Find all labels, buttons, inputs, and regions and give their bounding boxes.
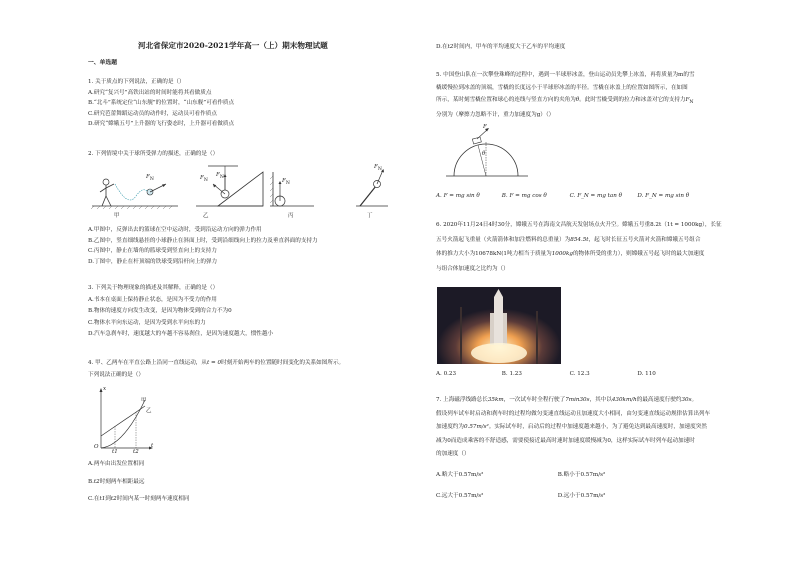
- question-3-option-a[interactable]: A.书本在桌面上保持静止状态，是因为不受力的作用: [88, 296, 217, 303]
- question-7-line-2: 假设列车试车时启动和刹车时的过程均做匀变速直线运动且加速度大小相同，由匀变速直线运动规律估算出列车: [436, 410, 711, 417]
- graph-y-axis-label: x: [103, 386, 107, 392]
- question-4-stem-2: 下列说法正确的是（）: [88, 371, 144, 378]
- question-5-options: [436, 193, 766, 201]
- question-7-option-d[interactable]: D.远小于0.57m/s²: [557, 493, 606, 499]
- graph-origin-label: O: [94, 444, 99, 450]
- question-2-figures: [88, 164, 388, 226]
- question-1-option-b[interactable]: B.“北斗”系统定位“山东舰”的位置时，“山东舰”可看作质点: [88, 100, 235, 107]
- ding-force-label: $F_N$: [374, 164, 382, 173]
- question-4-options: [88, 461, 189, 504]
- question-4-option-b[interactable]: B.t2时刻两车相距最远: [88, 478, 145, 485]
- question-7-line-4: 减为0而造成乘客的不舒适感，需要使接近最高时速时加速度缓慢减为0，这样实际试车时列车起动加速时: [436, 437, 695, 444]
- question-5-line-1: 5. 中国登山队在一次攀登珠峰的过程中，遇到一半球形冰盖，登山运动员先攀上冰盖，再将质量为m的雪: [436, 72, 695, 78]
- question-7-option-c[interactable]: C.远大于0.57m/s²: [436, 493, 484, 499]
- question-2: [88, 151, 218, 159]
- figure-bing: [270, 172, 314, 206]
- left-column: [88, 0, 403, 562]
- graph-x-axis-label: t: [151, 443, 154, 449]
- question-4-stem: 4. 甲、乙两车在平直公路上沿同一直线运动，从t = 0时刻开始两车的位置随时间变化的关系如图所示。: [88, 360, 345, 366]
- figure-label-yi: 乙: [203, 213, 209, 219]
- question-7-line-5: 的加速度（）: [436, 451, 470, 458]
- question-3-option-d[interactable]: D.汽车急刹车时，速度越大的车越不容易刹住，是因为速度越大，惯性越小: [88, 331, 274, 338]
- rocket-launch-photo: [437, 287, 561, 364]
- question-4-option-d-wrap: [436, 44, 565, 52]
- page-title: 河北省保定市2020-2021学年高一（上）期末物理试题: [138, 41, 328, 50]
- graph-tick-t2: t2: [133, 449, 139, 455]
- question-6-line-1: 6. 2020年11月24日4时30分，嫦娥五号在海南文昌航天发射场点火升空。嫦娥五号重8.2t（1t = 1000kg），长征: [436, 222, 722, 228]
- question-4-option-a[interactable]: A.两车由出发位置相同: [88, 461, 145, 467]
- question-5-option-b[interactable]: B. F = mg cos θ: [501, 193, 547, 199]
- question-6-option-a[interactable]: A. 0.23: [436, 371, 457, 377]
- question-5: [436, 72, 695, 119]
- right-column: [436, 0, 766, 562]
- question-6: [436, 222, 722, 273]
- question-1-option-d[interactable]: D.研究“嫦娥五号”上升器的飞行姿态时，上升器可看做质点: [88, 121, 235, 128]
- question-7-option-b[interactable]: B.略小于0.57m/s²: [557, 472, 606, 478]
- figure-label-bing: 丙: [288, 213, 294, 219]
- figure-jia: [91, 179, 178, 209]
- question-5-line-3: 所示，某时刻雪橇位置和球心的连线与竖直方向的夹角为θ。此时雪橇受到的拉力和冰盖对它的支持力$F_N$: [436, 97, 694, 106]
- bing-force-label: $F_N$: [282, 178, 290, 187]
- question-3-option-b[interactable]: B.物体的速度方向发生改变，是因为物体受到的合力不为0: [88, 308, 232, 315]
- graph-curve-yi: 乙: [146, 408, 152, 414]
- jia-force-label: $F_N$: [146, 174, 154, 183]
- figure-ding: [356, 169, 388, 206]
- question-7-options-row-2: [436, 493, 766, 501]
- question-7-option-a[interactable]: A.略大于0.57m/s²: [436, 472, 484, 478]
- question-4-graph: [93, 386, 155, 458]
- question-2-options: [88, 227, 318, 266]
- figure-yi: [196, 166, 263, 206]
- question-6-option-b[interactable]: B. 1.23: [501, 371, 522, 377]
- question-4-option-c[interactable]: C.在t1到t2时间内某一时刻两车速度相同: [88, 496, 190, 503]
- question-5-option-c[interactable]: C. F_N = mg tan θ: [569, 193, 623, 199]
- question-6-option-d[interactable]: D. 110: [637, 371, 656, 377]
- question-2-option-b[interactable]: B.乙图中，竖直细线悬挂的小球静止在斜面上时，受到沿细线向上的拉力及垂直斜面的支持力: [88, 237, 318, 244]
- question-2-option-a[interactable]: A.甲图中，反弹出去的篮球在空中运动时，受到沿运动方向的弹力作用: [88, 227, 262, 233]
- question-6-options: [436, 371, 766, 379]
- question-3-option-c[interactable]: C.物体水平向东运动，是因为受到水平向东的力: [88, 319, 206, 326]
- question-5-option-d[interactable]: D. F_N = mg sin θ: [637, 193, 690, 199]
- section-heading: 一、单选题: [88, 60, 117, 66]
- question-3: [88, 285, 273, 339]
- figure-label-jia: 甲: [114, 213, 120, 219]
- question-4: [88, 360, 344, 379]
- q5-angle-label: θ: [482, 151, 486, 157]
- q5-force-label: F: [483, 124, 487, 130]
- question-7-line-1: 7. 上海磁浮线路总长35km，一次试车时全程行驶了7min30s，其中以430km/h的最高速度行驶约30s。: [436, 397, 698, 403]
- question-5-figure: [436, 124, 536, 184]
- question-1-option-c[interactable]: C.研究芭蕾舞蹈运动员的动作时，运动员可看作质点: [88, 110, 217, 117]
- question-6-option-c[interactable]: C. 12.3: [569, 371, 590, 377]
- question-2-option-d[interactable]: D.丁图中，静止在杆顶端的铁球受到沿杆向上的弹力: [88, 258, 218, 265]
- question-4-option-d[interactable]: D.在t2时间内，甲车的平均速度大于乙车的平均速度: [436, 44, 566, 50]
- question-5-option-a[interactable]: A. F = mg sin θ: [436, 193, 480, 199]
- yi-force-label-1: $F_N$: [200, 175, 208, 184]
- graph-curve-jia: 甲: [141, 398, 147, 404]
- question-7: [436, 397, 710, 459]
- yi-force-label-2: $F_N$: [216, 172, 224, 181]
- question-5-line-2: 橇缓慢拉到冰盖的顶端，雪橇的长度远小于半球形冰盖的半径。雪橇在冰盖上的位置如图所示，在如图: [436, 84, 688, 91]
- question-2-stem: 2. 下列情境中关于球所受弹力的描述，正确的是（）: [88, 151, 219, 157]
- question-1: [88, 79, 234, 129]
- question-2-option-c[interactable]: C.丙图中，静止在墙角的篮球受到竖直向上的支持力: [88, 248, 217, 255]
- question-1-stem: 1. 关于质点的下列说法，正确的是（）: [88, 79, 185, 85]
- graph-tick-t1: t1: [112, 449, 118, 455]
- question-6-line-2: 五号火箭起飞重量（火箭箭体和加注燃料的总重量）为854.5t，起飞时长征五号火箭对火箭和嫦娥五号组合: [436, 236, 701, 243]
- question-5-line-4: 分别为（摩擦力忽略不计，重力加速度为g）（）: [436, 111, 555, 118]
- figure-label-ding: 丁: [367, 213, 373, 219]
- question-7-options-row-1: [436, 472, 766, 480]
- question-6-line-4: 与组合体加速度之比约为（）: [436, 265, 509, 272]
- question-1-option-a[interactable]: A.研究“复兴号”高铁出站的时间时能将其看做质点: [88, 89, 212, 96]
- question-6-line-3: 体的推力大小为10678kN(1吨力相当于质量为1000kg的物体所受的重力），则嫦娥五号起飞时的最大加速度: [436, 251, 705, 258]
- question-7-line-3: 加速度约为0.57m/s²。实际试车时，启动后的过程中加速度越来越小，为了避免达到最高速度时，加速度突然: [436, 424, 707, 431]
- question-3-stem: 3. 下列关于物理现象的描述及其解释，正确的是（）: [88, 285, 219, 291]
